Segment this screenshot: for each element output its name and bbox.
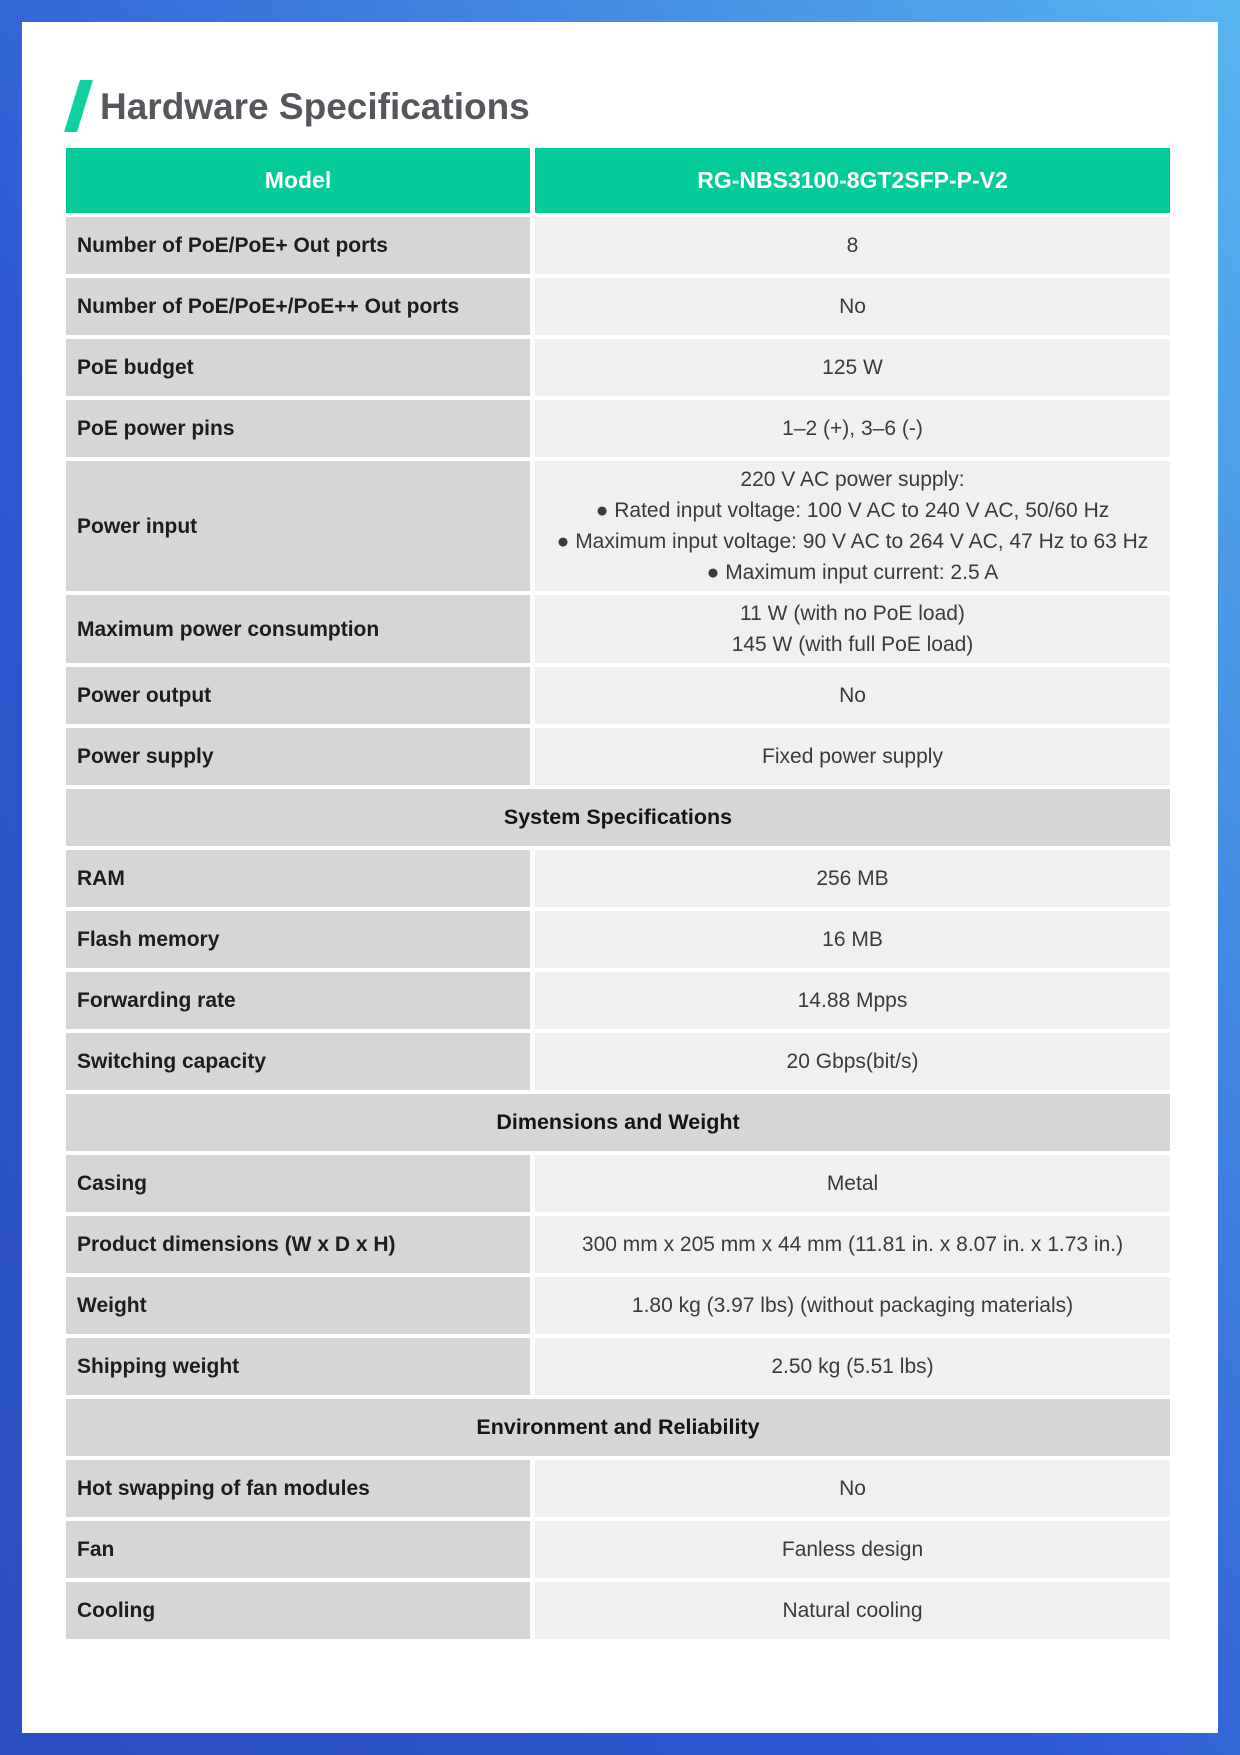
spec-value-line: 1–2 (+), 3–6 (-) [782, 417, 923, 440]
spec-value-line: Fanless design [781, 1538, 924, 1561]
spec-label-cell: Power output [66, 667, 530, 724]
spec-label-cell: Power input [66, 461, 530, 591]
spec-value-cell [535, 972, 1170, 1029]
spec-label-cell: Casing [66, 1155, 530, 1212]
spec-value-line: 125 W [822, 356, 883, 379]
table-header-model-value: RG-NBS3100-8GT2SFP-P-V2 [535, 148, 1170, 213]
spec-value-line: No [839, 684, 866, 707]
spec-value-cell [535, 667, 1170, 724]
spec-label-cell: RAM [66, 850, 530, 907]
spec-value-line: 220 V AC power supply: [740, 468, 965, 491]
spec-label-cell: PoE budget [66, 339, 530, 396]
spec-value-line: 16 MB [822, 928, 883, 951]
spec-value-line: 11 W (with no PoE load) [740, 602, 965, 625]
spec-label-cell: Maximum power consumption [66, 595, 530, 663]
spec-value-line: ● Rated input voltage: 100 V AC to 240 V AC, 50/60 Hz [595, 499, 1110, 522]
section-header: System Specifications [66, 789, 1170, 846]
spec-value-line: 2.50 kg (5.51 lbs) [771, 1355, 934, 1378]
spec-value-cell [535, 911, 1170, 968]
spec-label-cell: Number of PoE/PoE+/PoE++ Out ports [66, 278, 530, 335]
spec-value-cell [535, 217, 1170, 274]
spec-label-cell: Fan [66, 1521, 530, 1578]
spec-value-line: No [839, 295, 866, 318]
spec-value-line: Fixed power supply [762, 745, 943, 768]
spec-label-cell: Flash memory [66, 911, 530, 968]
section-header: Dimensions and Weight [66, 1094, 1170, 1151]
spec-label-cell: Power supply [66, 728, 530, 785]
spec-label-cell: Weight [66, 1277, 530, 1334]
spec-value-cell [535, 595, 1170, 663]
spec-value-line: ● Maximum input voltage: 90 V AC to 264 V AC, 47 Hz to 63 Hz [556, 530, 1149, 553]
spec-value-line: 1.80 kg (3.97 lbs) (without packaging materials) [631, 1294, 1074, 1317]
table-header-model: Model [66, 148, 530, 213]
spec-label-cell: Shipping weight [66, 1338, 530, 1395]
page [22, 22, 1218, 1733]
spec-label-cell: Number of PoE/PoE+ Out ports [66, 217, 530, 274]
spec-value-line: 8 [846, 234, 859, 257]
spec-value-line: 14.88 Mpps [797, 989, 908, 1012]
spec-label-cell: Hot swapping of fan modules [66, 1460, 530, 1517]
spec-value-cell [535, 1338, 1170, 1395]
spec-value-cell [535, 461, 1170, 591]
spec-value-cell [535, 278, 1170, 335]
spec-value-line: 20 Gbps(bit/s) [786, 1050, 919, 1073]
slash-icon [64, 80, 93, 132]
spec-value-cell [535, 1582, 1170, 1639]
spec-value-cell [535, 850, 1170, 907]
spec-value-line: 256 MB [816, 867, 889, 890]
spec-value-line: 300 mm x 205 mm x 44 mm (11.81 in. x 8.07 in. x 1.73 in.) [581, 1233, 1124, 1256]
spec-value-cell [535, 1033, 1170, 1090]
spec-value-cell [535, 728, 1170, 785]
spec-label-cell: Switching capacity [66, 1033, 530, 1090]
spec-value-cell [535, 339, 1170, 396]
spec-value-line: Natural cooling [782, 1599, 923, 1622]
spec-value-cell [535, 1460, 1170, 1517]
spec-label-cell: Forwarding rate [66, 972, 530, 1029]
spec-value-line: Metal [826, 1172, 879, 1195]
spec-label-cell: Cooling [66, 1582, 530, 1639]
spec-value-cell [535, 1277, 1170, 1334]
spec-value-line: 145 W (with full PoE load) [731, 633, 974, 656]
spec-label-cell: PoE power pins [66, 400, 530, 457]
spec-value-cell [535, 400, 1170, 457]
section-header: Environment and Reliability [66, 1399, 1170, 1456]
spec-value-cell [535, 1521, 1170, 1578]
page-title: Hardware Specifications [100, 85, 530, 127]
hardware-spec-table [66, 148, 1170, 1639]
spec-value-cell [535, 1216, 1170, 1273]
page-title-block [66, 80, 1174, 132]
spec-value-line: No [839, 1477, 866, 1500]
spec-label-cell: Product dimensions (W x D x H) [66, 1216, 530, 1273]
spec-value-line: ● Maximum input current: 2.5 A [706, 561, 999, 584]
spec-value-cell [535, 1155, 1170, 1212]
